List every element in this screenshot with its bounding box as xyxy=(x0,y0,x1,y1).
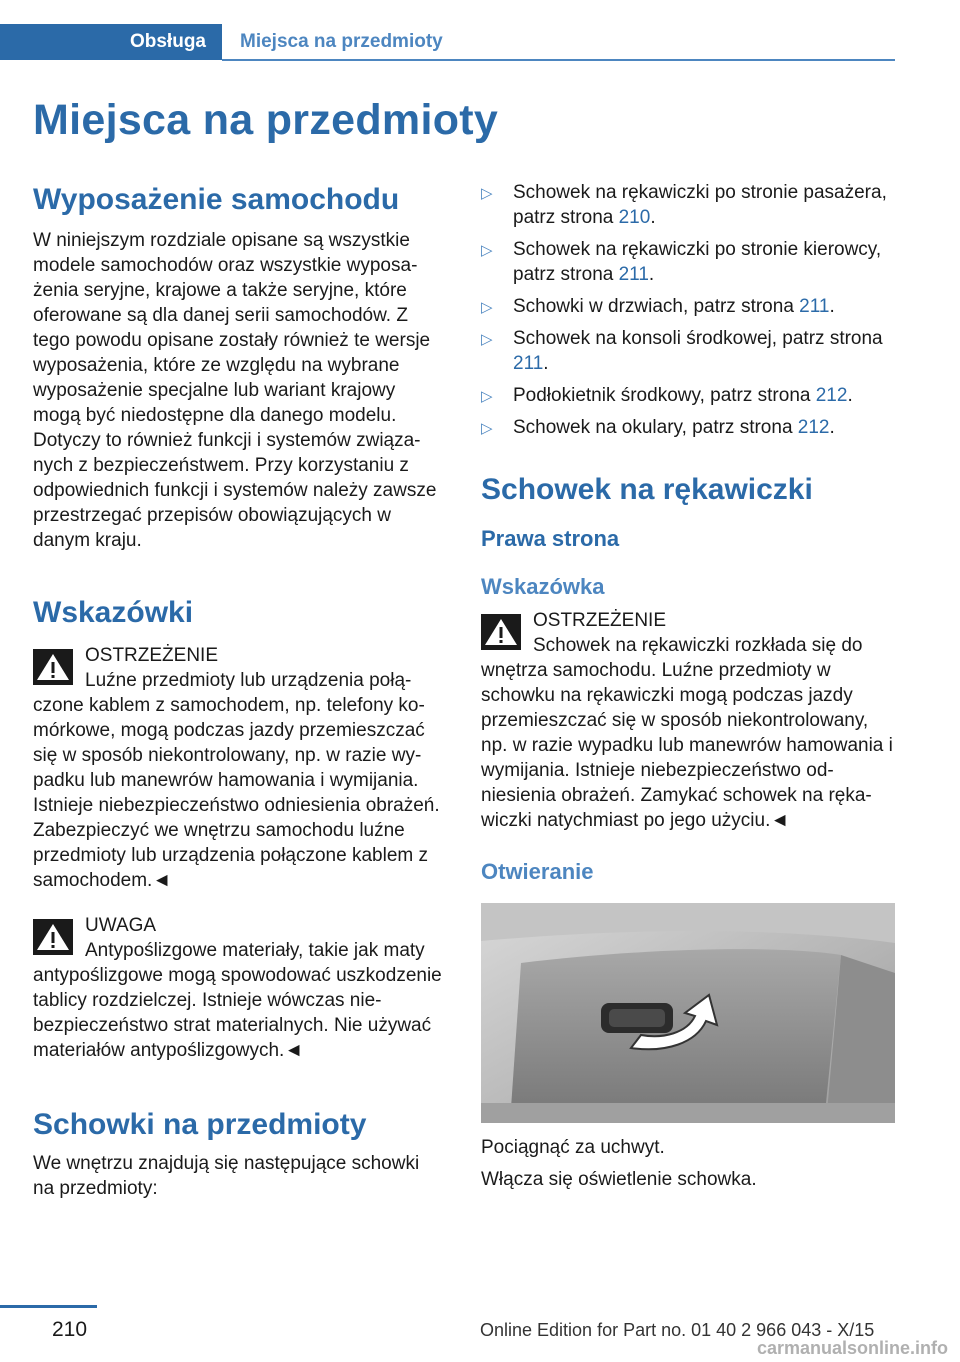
warning-label-3: OSTRZEŻENIE xyxy=(533,610,667,631)
warning-box-1 xyxy=(33,643,443,893)
warning-triangle-icon xyxy=(481,614,521,650)
triangle-bullet-icon: ▷ xyxy=(481,331,493,348)
subsection-title-otwieranie: Otwieranie xyxy=(481,859,594,884)
instruction-light: Włącza się oświetlenie schowka. xyxy=(481,1169,757,1190)
section-text-schowki: We wnętrzu znajdują się następujące schowki na przedmioty: xyxy=(33,1153,420,1199)
triangle-bullet-icon: ▷ xyxy=(481,185,493,202)
tab-miejsca[interactable]: Miejsca na przedmioty xyxy=(240,31,443,52)
watermark: carmanualsonline.info xyxy=(756,1338,948,1358)
warning-triangle-icon xyxy=(33,649,73,685)
section-text-wyposazenie: W niniejszym rozdziale opisane są wszystkie modele samochodów oraz wszystkie wyposażenia seryjne, krajowe a także seryjne, które oferowane są dla danej serii samochodów. Z tego powodu opisane zostały również te wersje wyposażenia, które ze względu na wybrane wyposażenie specjalne lub wariant krajowy mogą być niedostępne dla danego modelu. Dotyczy to również funkcji i systemów związanych z bezpieczeństwem. Przy korzystaniu z odpowiednich funkcji i systemów należy zawsze przestrzegać przepisów obowiązujących w danym kraju. xyxy=(33,230,437,551)
right-column xyxy=(481,180,895,1192)
list-item: ▷ Schowki w drzwiach, patrz strona 211. xyxy=(481,294,895,319)
triangle-bullet-icon: ▷ xyxy=(481,299,493,316)
list-item: ▷ Podłokietnik środkowy, patrz strona 212. xyxy=(481,383,895,408)
tab-divider xyxy=(222,59,895,61)
list-item: ▷ Schowek na rękawiczki po stronie kierowcy, patrz strona 211. xyxy=(481,239,882,285)
warning-label-1: OSTRZEŻENIE xyxy=(85,645,219,666)
warning-text-1: Luźne przedmioty lub urządzenia połączone kablem z samochodem, np. telefony komórkowe, mogą podczas jazdy przemieszczać się w sposób niekontrolowany, np. w razie wypadku lub manewrów hamowania i wymijania. Istnieje niebezpieczeństwo odniesienia obrażeń. Zabezpieczyć we wnętrzu samochodu luźne przedmioty lub urządzenia połączone kablem z samochodem.◄ xyxy=(33,670,440,891)
warning-text-3: Schowek na rękawiczki rozkłada się do wnętrza samochodu. Luźne przedmioty w schowku na rękawiczki mogą podczas jazdy przemieszczać się w sposób niekontrolowany, np. w razie wypadku lub manewrów hamowania i wymijania. Istnieje niebezpieczeństwo odniesienia obrażeń. Zamykać schowek na rękawiczki natychmiast po jego użyciu.◄ xyxy=(481,635,893,831)
footer-rule xyxy=(0,1305,97,1308)
page-link[interactable]: 211 xyxy=(618,264,649,285)
page-title: Miejsca na przedmioty xyxy=(33,96,499,144)
triangle-bullet-icon: ▷ xyxy=(481,242,493,259)
list-item: ▷ Schowek na rękawiczki po stronie pasażera, patrz strona 210. xyxy=(481,182,887,228)
page-link[interactable]: 211 xyxy=(513,353,544,374)
instruction-pull: Pociągnąć za uchwyt. xyxy=(481,1137,665,1158)
warning-text-2: Antypoślizgowe materiały, takie jak maty antypoślizgowe mogą spowodować uszkodzenie tablicy rozdzielczej. Istnieje wówczas niebezpieczeństwo strat materialnych. Nie używać materiałów antypoślizgowych.◄ xyxy=(33,940,442,1061)
section-title-schowek: Schowek na rękawiczki xyxy=(481,473,813,506)
glovebox-photo xyxy=(481,903,895,1123)
storage-list xyxy=(481,180,895,440)
warning-triangle-icon xyxy=(33,919,73,955)
section-title-wyposazenie: Wyposażenie samochodu xyxy=(33,183,400,216)
warning-label-2: UWAGA xyxy=(85,915,157,936)
subsection-title-prawa-strona: Prawa strona xyxy=(481,526,620,551)
page-number: 210 xyxy=(52,1318,88,1341)
page-link[interactable]: 212 xyxy=(797,417,830,438)
page-link[interactable]: 211 xyxy=(799,296,830,317)
warning-box-3 xyxy=(481,608,895,833)
section-title-wskazowki: Wskazówki xyxy=(33,596,194,629)
section-title-schowki: Schowki na przedmioty xyxy=(33,1108,367,1141)
header-tabs xyxy=(0,24,895,60)
page-link[interactable]: 210 xyxy=(618,207,651,228)
list-item: ▷ Schowek na okulary, patrz strona 212. xyxy=(481,415,895,440)
list-item: ▷ Schowek na konsoli środkowej, patrz strona 211. xyxy=(481,328,883,374)
warning-box-2 xyxy=(33,913,443,1063)
triangle-bullet-icon: ▷ xyxy=(481,420,493,437)
edition-note: Online Edition for Part no. 01 40 2 966 043 - X/15 xyxy=(480,1320,875,1340)
tab-obsluga[interactable]: Obsługa xyxy=(0,24,222,60)
left-column xyxy=(33,180,443,1201)
page-link[interactable]: 212 xyxy=(815,385,848,406)
triangle-bullet-icon: ▷ xyxy=(481,388,493,405)
subsection-title-wskazowka: Wskazówka xyxy=(481,574,605,599)
